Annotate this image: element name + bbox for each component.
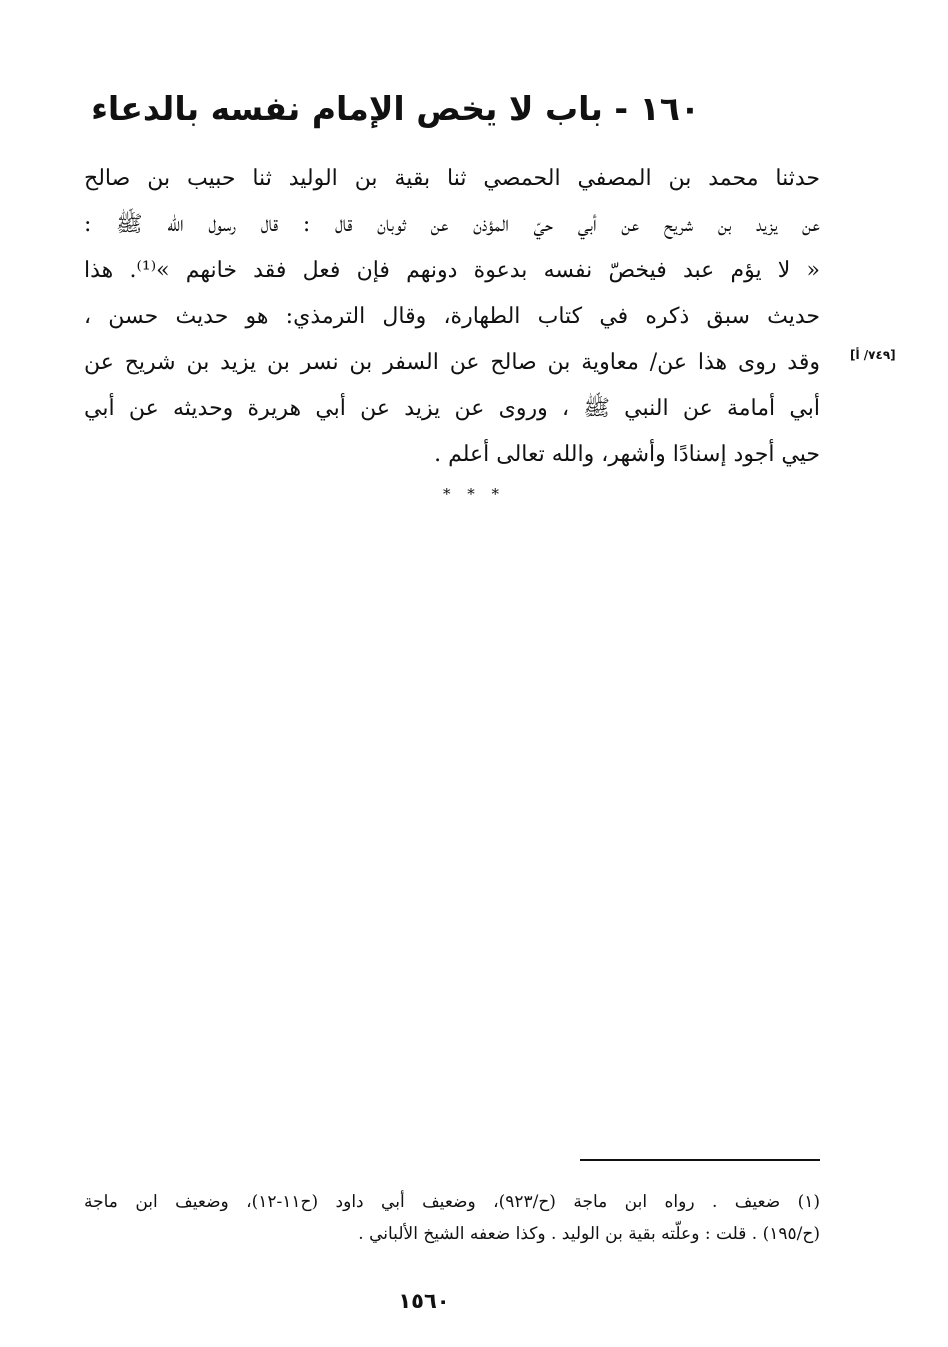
body-line-6: أبي أمامة عن النبي ﷺ ، وروى عن يزيد عن أبي هريرة وحديثه عن أبي <box>84 396 820 421</box>
page-number: ١٥٦٠ <box>398 1289 450 1313</box>
hadith-body <box>84 156 820 478</box>
body-line-5: وقد روى هذا عن/ معاوية بن صالح عن السفر بن نسر بن يزيد بن شريح عن <box>84 350 820 375</box>
body-line-1: حدثنا محمد بن المصفي الحمصي ثنا بقية بن الوليد ثنا حبيب بن صالح <box>84 166 820 191</box>
body-line-7: حيي أجود إسنادًا وأشهر، والله تعالى أعلم . <box>434 442 820 467</box>
footnotes <box>84 1186 820 1250</box>
section-separator: * * * <box>442 485 506 503</box>
footnote-line-2: (ح/١٩٥) . قلت : وعلّته بقية بن الوليد . وكذا ضعفه الشيخ الألباني . <box>358 1224 820 1244</box>
manuscript-folio-reference: [٧٤٩/ أ] <box>850 348 896 362</box>
footnote-line-1: (١) ضعيف . رواه ابن ماجة (ح/٩٢٣)، وضعيف أبي داود (ح١١-١٢)، وضعيف ابن ماجة <box>84 1192 820 1212</box>
chapter-title: ١٦٠ - باب لا يخص الإمام نفسه بالدعاء <box>91 89 700 128</box>
footnote-divider <box>580 1159 820 1161</box>
body-line-2: عن يزيد بن شريح عن أبي حيّ المؤذن عن ثوبان قال : قال رسول الله ﷺ : <box>84 212 820 237</box>
body-line-4: حديث سبق ذكره في كتاب الطهارة، وقال الترمذي: هو حديث حسن ، <box>84 304 820 329</box>
body-line-3: « لا يؤم عبد فيخصّ نفسه بدعوة دونهم فإن فعل فقد خانهم »⁽¹⁾. هذا <box>84 258 820 283</box>
